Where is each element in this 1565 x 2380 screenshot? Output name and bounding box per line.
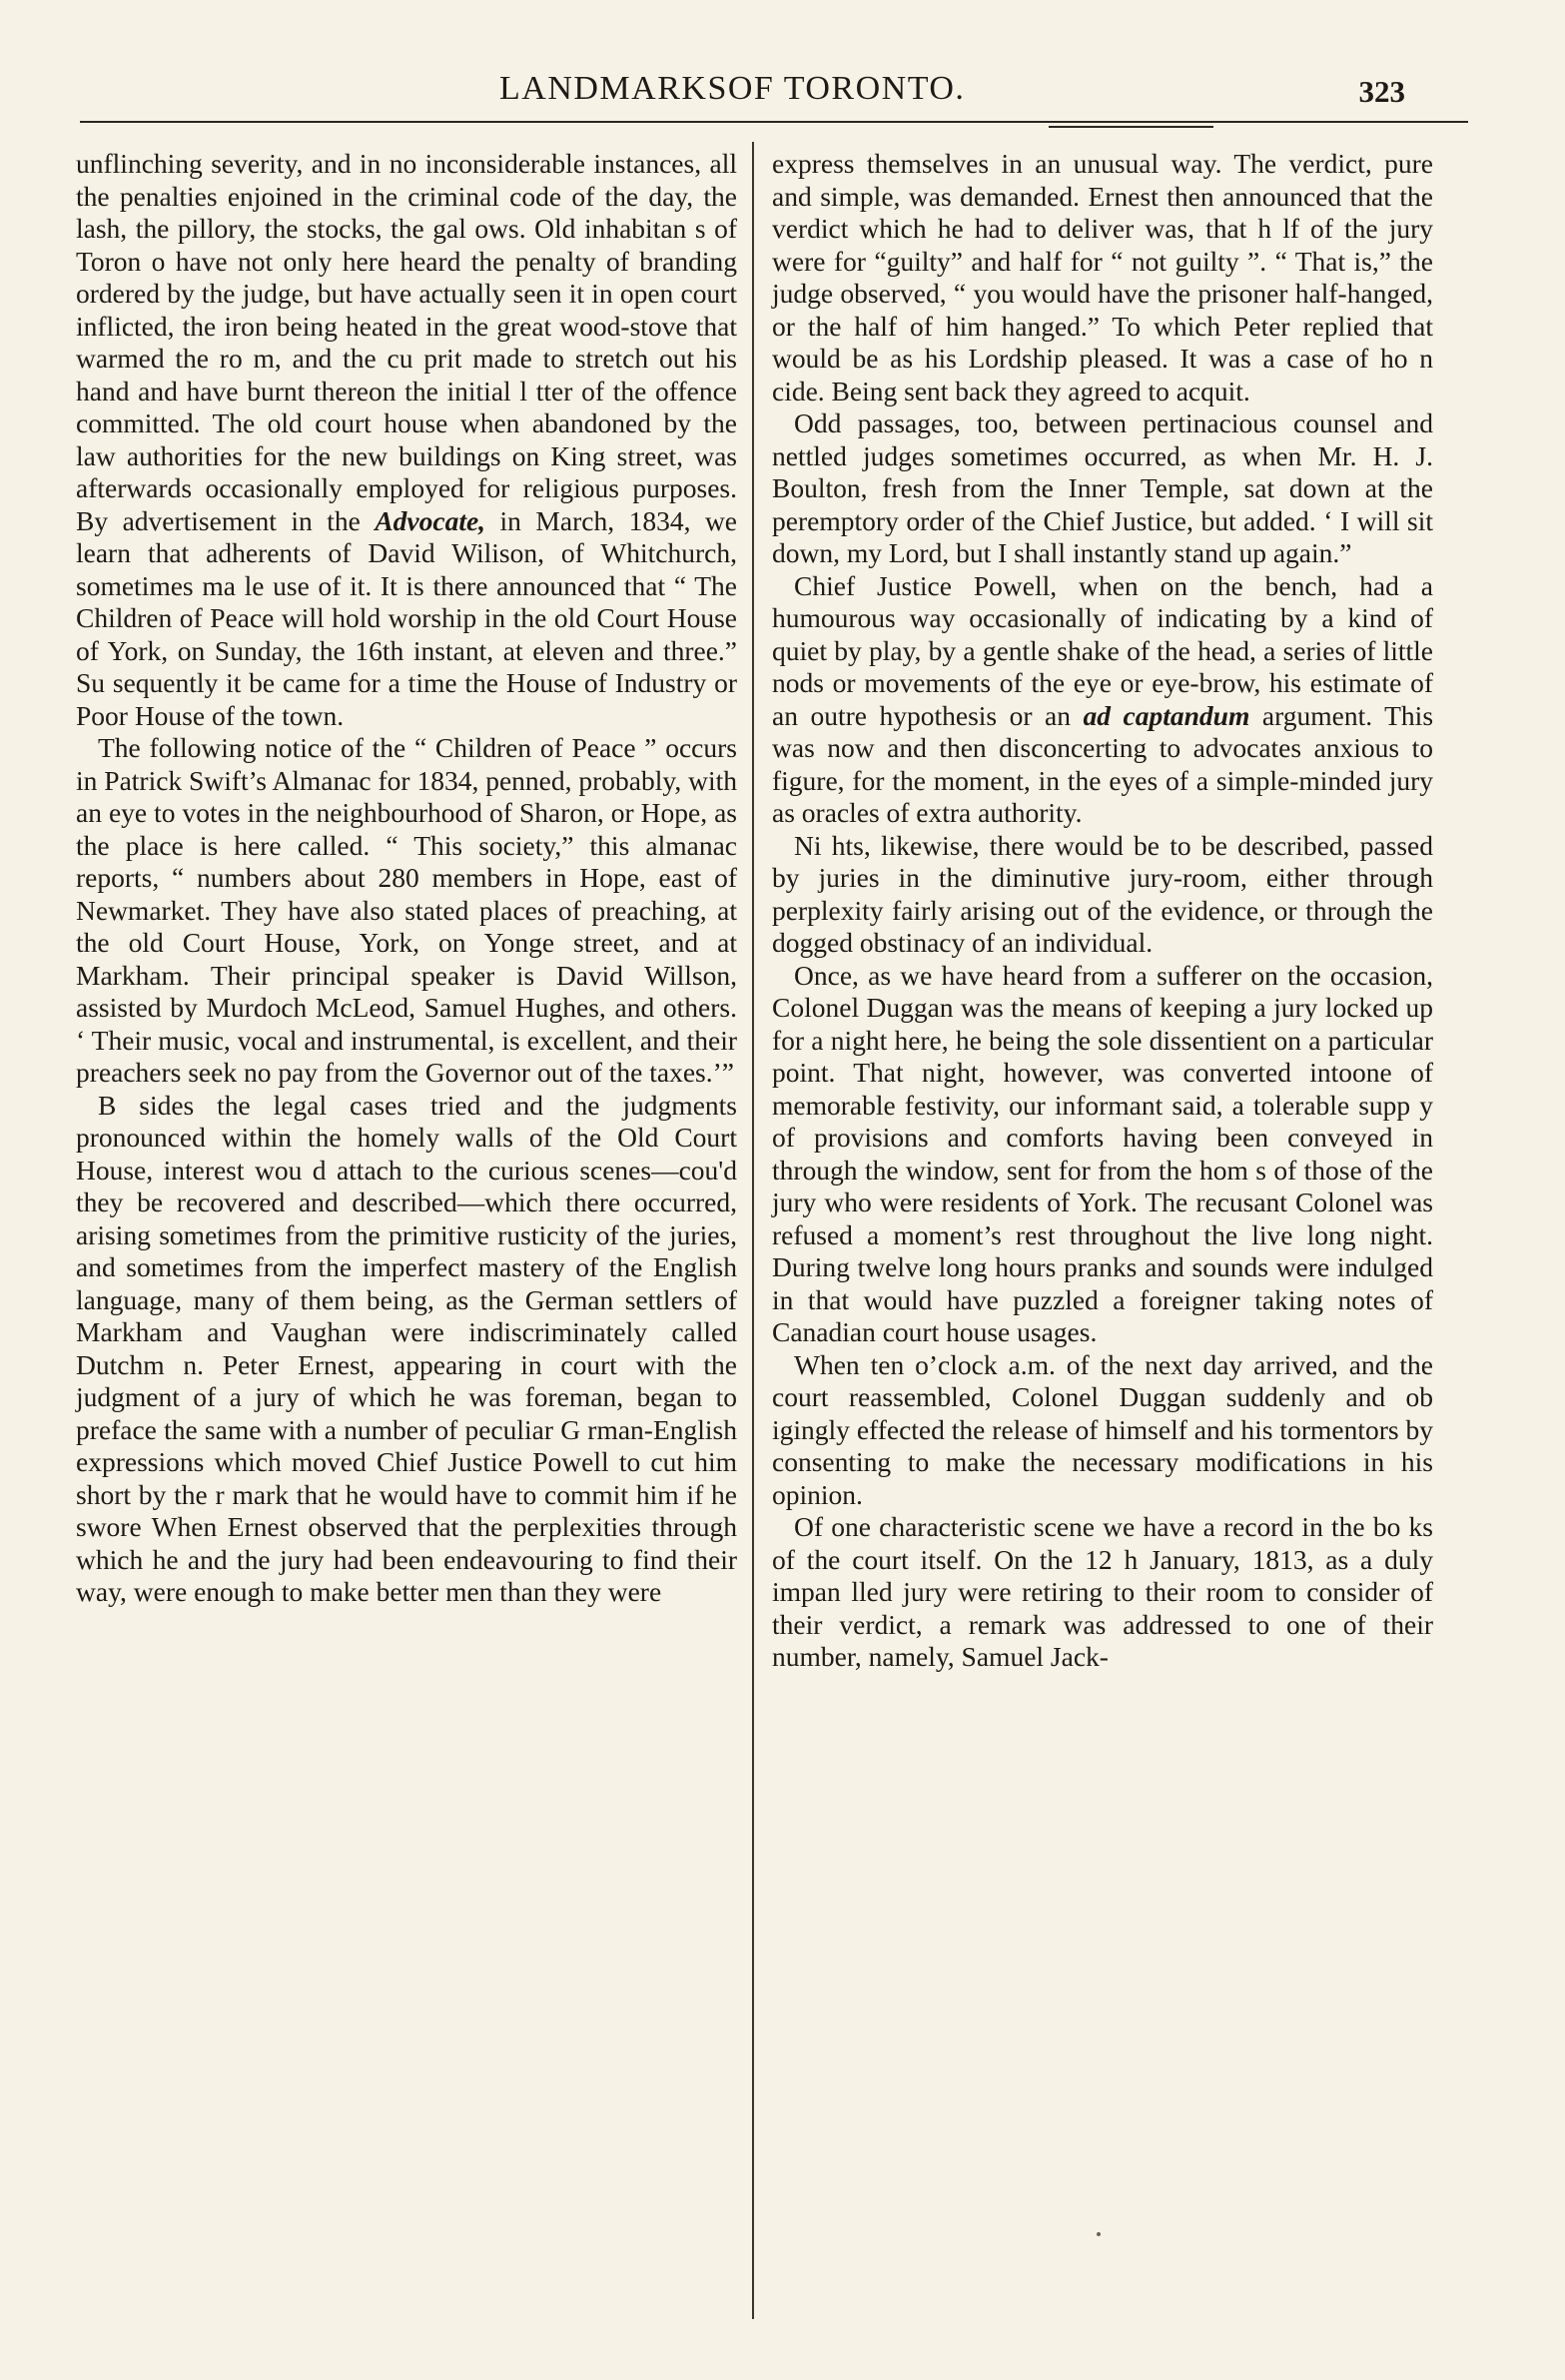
- right-paragraph-5: Once, as we have heard from a sufferer on the occasion, Colonel Duggan was the means of keeping a jury locked up for a night here, he being the sole dissentient on a particular point. That night, however, was converted intoone of memorable festivity, our informant said, a tolerable supp y of provisions and comforts having been conveyed in through the window, sent for from the hom s of those of the jury who were residents of York. The recusant Colonel was refused a moment’s rest throughout the live long night. During twelve long hours pranks and sounds were indulged in that would have puzzled a foreigner taking notes of Canadian court house usages.: [772, 959, 1433, 1347]
- left-column: [76, 148, 737, 1609]
- left-paragraph-2: The following notice of the “ Children of Peace ” occurs in Patrick Swift’s Almanac for 1834, penned, probably, with an eye to votes in the neighbourhood of Sharon, or Hope, as the place is here called. “ This society,” this almanac reports, “ numbers about 280 members in Hope, east of Newmarket. They have also stated places of preaching, at the old Court House, York, on Yonge street, and at Markham. Their principal speaker is David Willson, assisted by Murdoch McLeod, Samuel Hughes, and others. ‘ Their music, vocal and instrumental, is excellent, and their preachers seek no pay from the Governor out of the taxes.’”: [76, 732, 737, 1088]
- right-paragraph-3: Chief Justice Powell, when on the bench, had a humourous way occasionally of indicating by a kind of quiet by play, by a gentle shake of the head, a series of little nods or movements of the eye or eye-brow, his estimate of an outre hypothesis or an ad captandum argument. This was now and then disconcerting to advocates anxious to figure, for the moment, in the eyes of a simple-minded jury as oracles of extra authority.: [772, 569, 1434, 828]
- right-paragraph-7: Of one characteristic scene we have a record in the bo ks of the court itself. On the 12 h January, 1813, as a duly impan lled jury were retiring to their room to consider of their verdict, a remark was addressed to one of their number, namely, Samuel Jack-: [772, 1511, 1433, 1672]
- running-head: [80, 70, 1475, 120]
- right-paragraph-2: Odd passages, too, between pertinacious counsel and nettled judges sometimes occurred, as when Mr. H. J. Boulton, fresh from the Inner Temple, sat down at the peremptory order of the Chief Justice, but added. ‘ I will sit down, my Lord, but I shall instantly stand up again.”: [772, 407, 1433, 568]
- right-column: [772, 148, 1433, 1674]
- ad-captandum-phrase: ad captandum: [1083, 699, 1250, 731]
- left-paragraph-3: B sides the legal cases tried and the judgments pronounced within the homely walls of the Old Court House, interest wou d attach to the curious scenes—cou'd they be recovered and described—which there occurred, arising sometimes from the primitive rusticity of the juries, and sometimes from the imperfect mastery of the English language, many of them being, as the German settlers of Markham and Vaughan were indiscriminately called Dutchm n. Peter Ernest, appearing in court with the judgment of a jury of which he was foreman, began to preface the same with a number of peculiar G rman-English expressions which moved Chief Justice Powell to cut him short by the r mark that he would have to commit him if he swore When Ernest observed that the perplexities through which he and the jury had been endeavouring to find their way, were enough to make better men than they were: [76, 1089, 737, 1607]
- right-paragraph-4: Ni hts, likewise, there would be to be described, passed by juries in the diminutive jury-room, either through perplexity fairly arising out of the evidence, or through the dogged obstinacy of an individual.: [772, 829, 1433, 958]
- column-divider: [752, 142, 754, 2319]
- advocate-title: Advocate,: [375, 504, 486, 536]
- header-rule-short: [1049, 126, 1213, 128]
- left-paragraph-1: unflinching severity, and in no inconsiderable instances, all the penalties enjoined in the criminal code of the day, the lash, the pillory, the stocks, the gal ows. Old inhabitan s of Toron o have not only here heard the penalty of branding ordered by the judge, but have actually seen it in open court inflicted, the iron being heated in the great wood-stove that warmed the ro m, and the cu prit made to stretch out his hand and have burnt thereon the initial l tter of the offence committed. The old court house when abandoned by the law authorities for the new buildings on King street, was afterwards occasionally employed for religious purposes. By advertisement in the Advocate, in March, 1834, we learn that adherents of David Wilison, of Whitchurch, sometimes ma le use of it. It is there announced that “ The Children of Peace will hold worship in the old Court House of York, on Sunday, the 16th instant, at eleven and three.” Su sequently it be came for a time the House of Industry or Poor House of the town.: [76, 148, 738, 731]
- header-rule: [80, 121, 1468, 123]
- right-paragraph-6: When ten o’clock a.m. of the next day arrived, and the court reassembled, Colonel Duggan suddenly and ob igingly effected the release of himself and his tormentors by consenting to make the necessary modifications in his opinion.: [772, 1348, 1433, 1510]
- page-number: 323: [1358, 74, 1405, 109]
- paper-speck: [1097, 2232, 1101, 2236]
- running-title: LANDMARKSOF TORONTO.: [499, 70, 966, 107]
- right-paragraph-1: express themselves in an unusual way. The verdict, pure and simple, was demanded. Ernest then announced that the verdict which he had to deliver was, that h lf of the jury were for “guilty” and half for “ not guilty ”. “ That is,” the judge observed, “ you would have the prisoner half-hanged, or the half of him hanged.” To which Peter replied that would be as his Lordship pleased. It was a case of ho n cide. Being sent back they agreed to acquit.: [772, 148, 1433, 406]
